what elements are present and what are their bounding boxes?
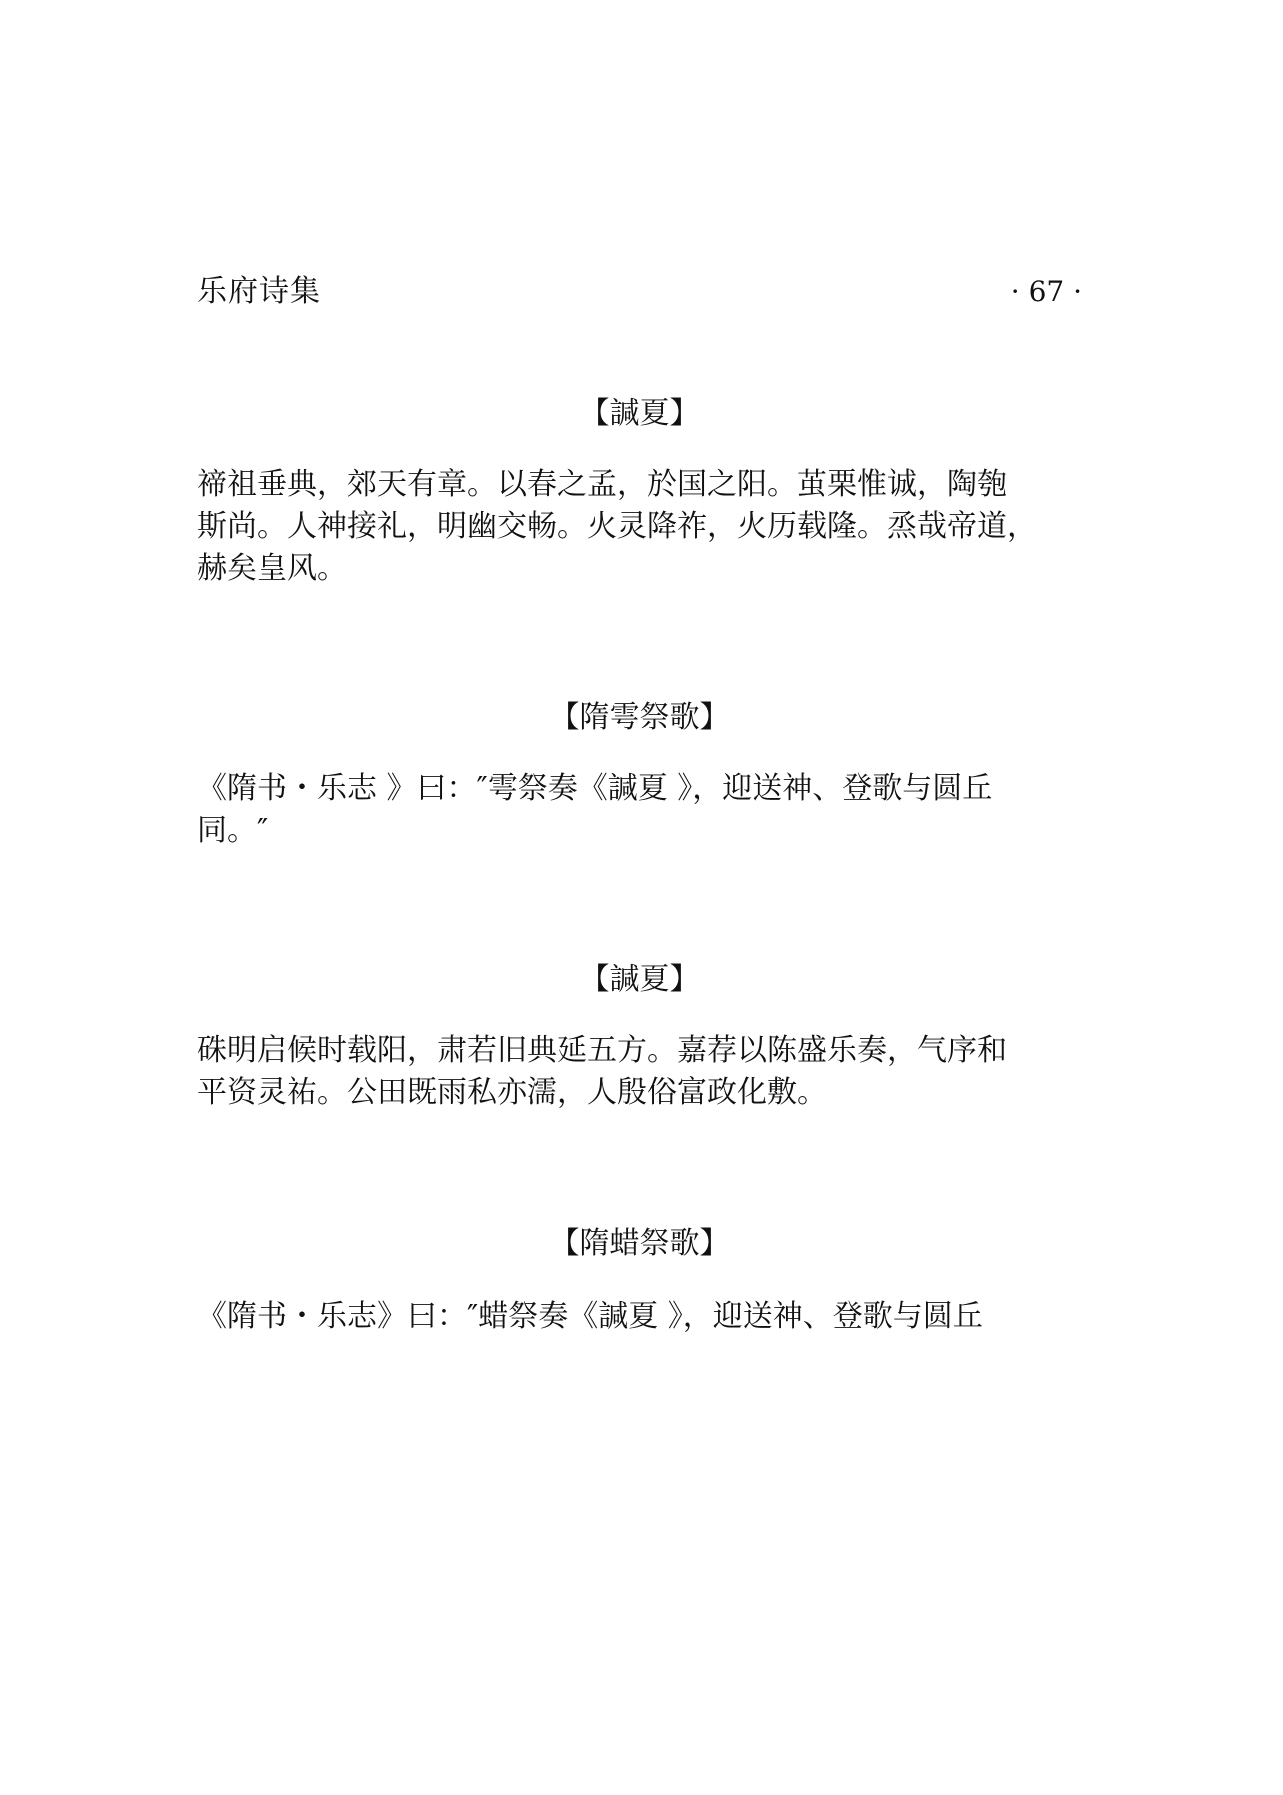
section-heading: 【隋蜡祭歌】	[549, 1226, 730, 1261]
section-heading: 【隋雩祭歌】	[549, 700, 730, 735]
page-header	[197, 270, 1082, 314]
text-line: 同。″	[197, 813, 269, 848]
text-line: 斯尚。人神接礼，明幽交畅。火灵降祚，火历载隆。烝哉帝道，	[197, 509, 1037, 544]
text-line: 赫矣皇风。	[197, 551, 347, 586]
section-body	[197, 464, 1117, 590]
book-title: 乐府诗集	[197, 274, 321, 309]
section-heading: 【諴夏】	[579, 962, 700, 997]
text-line: 平资灵祐。公田既雨私亦濡，人殷俗富政化敷。	[197, 1075, 827, 1110]
section-heading: 【諴夏】	[579, 396, 700, 431]
text-line: 《隋书・乐志 》曰：″雩祭奏《諴夏 》，迎送神、登歌与圆丘	[197, 771, 993, 806]
page-number: · 67 ·	[1010, 275, 1082, 308]
text-line: 硃明启候时载阳，肃若旧典延五方。嘉荐以陈盛乐奏，气序和	[197, 1033, 1007, 1068]
section-body	[197, 1030, 1117, 1114]
text-line: 禘祖垂典，郊天有章。以春之孟，於国之阳。茧栗惟诚，陶匏	[197, 467, 1007, 502]
section-body	[197, 768, 1117, 852]
section-body	[197, 1296, 1117, 1338]
text-line: 《隋书・乐志》曰：″蜡祭奏《諴夏 》，迎送神、登歌与圆丘	[197, 1299, 983, 1334]
